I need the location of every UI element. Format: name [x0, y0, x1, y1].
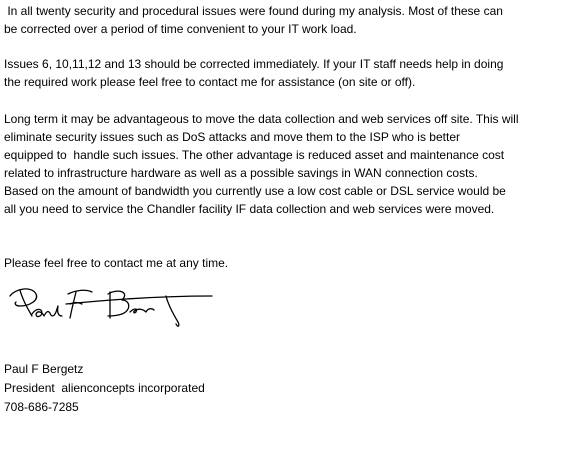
signature-title: President alienconcepts incorporated — [4, 381, 205, 395]
paragraph-1-line-2: be corrected over a period of time convenient to your IT work load. — [4, 22, 357, 36]
paragraph-3-line-3: equipped to handle such issues. The other advantage is reduced asset and maintenance cost — [4, 148, 505, 162]
paragraph-1-line-1: In all twenty security and procedural issues were found during my analysis. Most of these can — [4, 4, 503, 18]
paragraph-2-line-2: the required work please feel free to contact me for assistance (on site or off). — [4, 75, 416, 89]
closing-line: Please feel free to contact me at any time. — [4, 256, 229, 270]
paragraph-3-line-5: Based on the amount of bandwidth you currently use a low cost cable or DSL service would be — [4, 184, 506, 198]
paragraph-3-line-1: Long term it may be advantageous to move the data collection and web services off site. This will — [4, 112, 519, 126]
paragraph-3-line-4: related to infrastructure hardware as well as a possible savings in WAN connection costs. — [4, 166, 478, 180]
signature-name: Paul F Bergetz — [4, 362, 84, 376]
handwritten-signature — [6, 286, 216, 332]
signature-phone: 708-686-7285 — [4, 400, 79, 414]
paragraph-2-line-1: Issues 6, 10,11,12 and 13 should be corrected immediately. If your IT staff needs help in doing — [4, 57, 504, 71]
paragraph-3-line-6: all you need to service the Chandler facility IF data collection and web services were moved. — [4, 202, 495, 216]
paragraph-3-line-2: eliminate security issues such as DoS attacks and move them to the ISP who is better — [4, 130, 460, 144]
